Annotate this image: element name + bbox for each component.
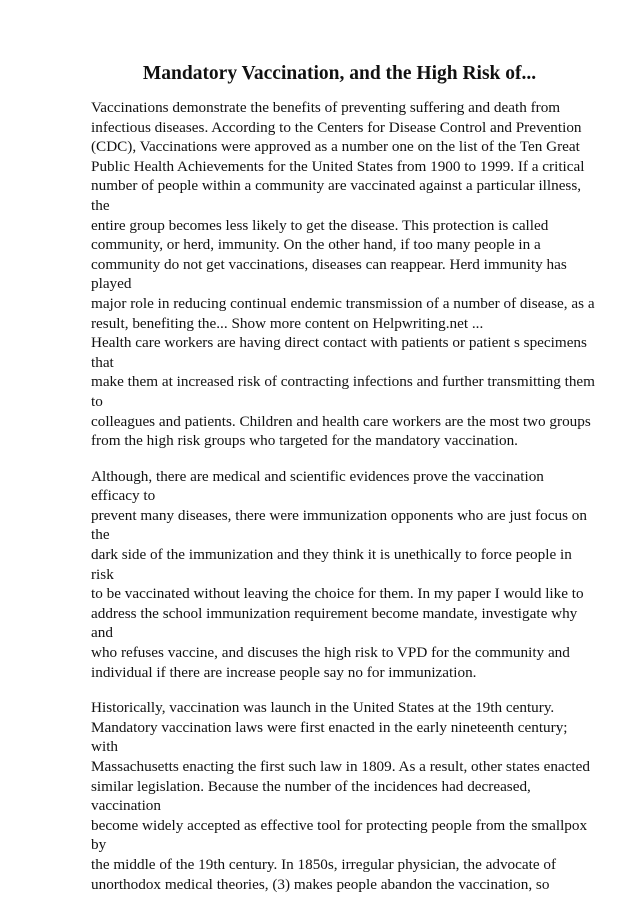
document-title: Mandatory Vaccination, and the High Risk of...	[142, 63, 537, 84]
paragraph-intro: Vaccinations demonstrate the benefits of preventing suffering and death from infectious diseases. According to the Centers for Disease Control and Prevention (CDC), Vaccinations were approved as a number one on the list of the Ten Great Public Health Achievements for the United States from 1900 to 1999. If a critical number of people within a community are vaccinated against a particular illness, the entire group becomes less likely to get the disease. This protection is called community, or herd, immunity. On the other hand, if too many people in a community do not get vaccinations, diseases can reappear. Herd immunity has played major role in reducing continual endemic transmission of a number of disease, as a result, benefiting the... Show more content on Helpwriting.net ...	[91, 99, 595, 332]
paragraph-history: Historically, vaccination was launch in the United States at the 19th century. Mandatory vaccination laws were first enacted in the early nineteenth century; with Massachusetts enacting the first such law in 1809. As a result, other states enacted similar legislation. Because the number of the incidences had decreased, vaccination become widely accepted as effective tool for protecting people from the smallpox by the middle of the 19th century. In 1850s, irregular physician, the advocate of unorthodox medical theories, (3) makes people abandon the vaccination, so	[91, 699, 590, 893]
paragraph-health-care-workers: Health care workers are having direct contact with patients or patient s specimens that make them at increased risk of contracting infections and further transmitting them to colleagues and patients. Children and health care workers are the most two groups from the high risk groups who targeted for the mandatory vaccination.	[91, 334, 595, 450]
paragraph-evidence: Although, there are medical and scientific evidences prove the vaccination efficacy to prevent many diseases, there were immunization opponents who are just focus on the dark side of the immunization and they think it is unethically to force people in risk to be vaccinated without leaving the choice for them. In my paper I would like to address the school immunization requirement become mandate, investigate why and who refuses vaccine, and discuses the high risk to VPD for the community and individual if there are increase people say no for immunization.	[91, 467, 587, 681]
